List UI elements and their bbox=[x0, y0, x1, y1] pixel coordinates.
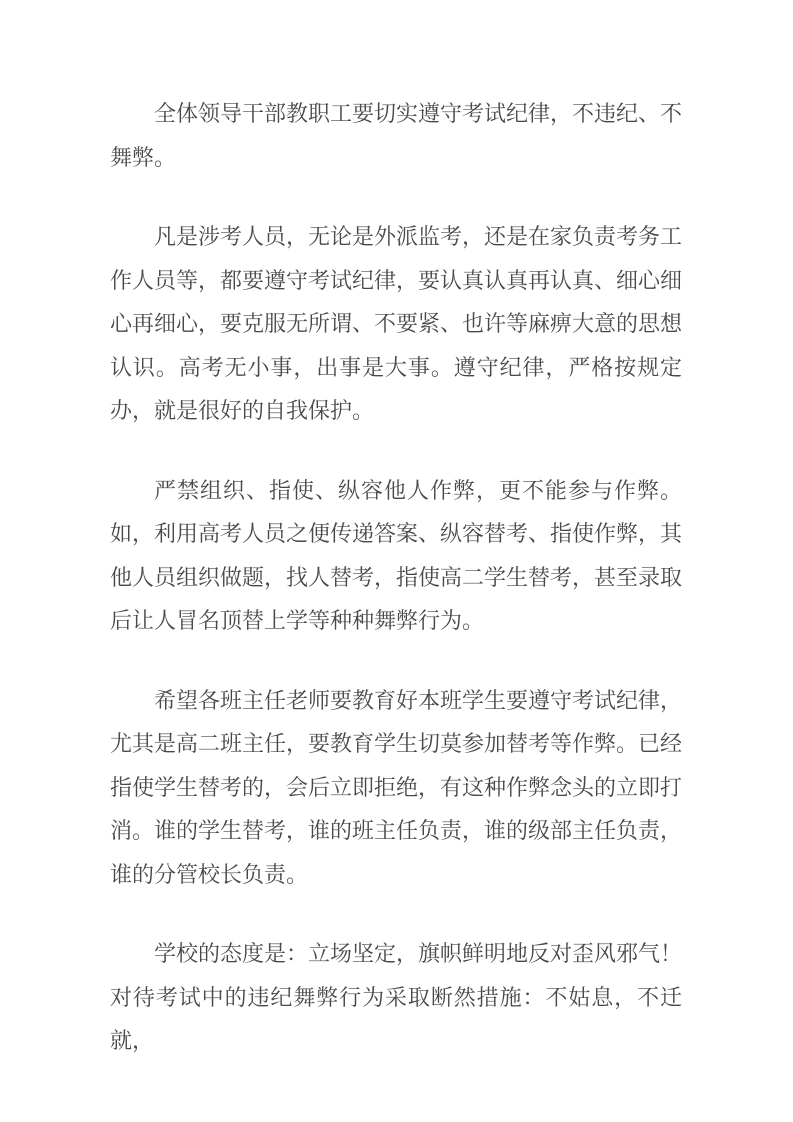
paragraph-class-teacher-duties: 希望各班主任老师要教育好本班学生要遵守考试纪律，尤其是高二班主任，要教育学生切莫参加替考等作弊。已经指使学生替考的，会后立即拒绝，有这种作弊念头的立即打消。谁的学生替考，谁的班主任负责，谁的级部主任负责，谁的分管校长负责。 bbox=[110, 688, 683, 888]
paragraph-discipline-statement: 全体领导干部教职工要切实遵守考试纪律，不违纪、不舞弊。 bbox=[110, 102, 683, 171]
paragraph-school-attitude: 学校的态度是：立场坚定，旗帜鲜明地反对歪风邪气！对待考试中的违纪舞弊行为采取断然措施：不姑息，不迁就， bbox=[110, 942, 683, 1054]
paragraph-cheating-prohibitions: 严禁组织、指使、纵容他人作弊，更不能参与作弊。如，利用高考人员之便传递答案、纵容替考、指使作弊，其他人员组织做题，找人替考，指使高二学生替考，甚至录取后让人冒名顶替上学等种种舞弊行为。 bbox=[110, 478, 683, 634]
paragraph-exam-staff-requirements: 凡是涉考人员，无论是外派监考，还是在家负责考务工作人员等，都要遵守考试纪律，要认真认真再认真、细心细心再细心，要克服无所谓、不要紧、也许等麻痹大意的思想认识。高考无小事，出事是大事。遵守纪律，严格按规定办，就是很好的自我保护。 bbox=[110, 225, 683, 424]
document-content bbox=[110, 93, 682, 1064]
